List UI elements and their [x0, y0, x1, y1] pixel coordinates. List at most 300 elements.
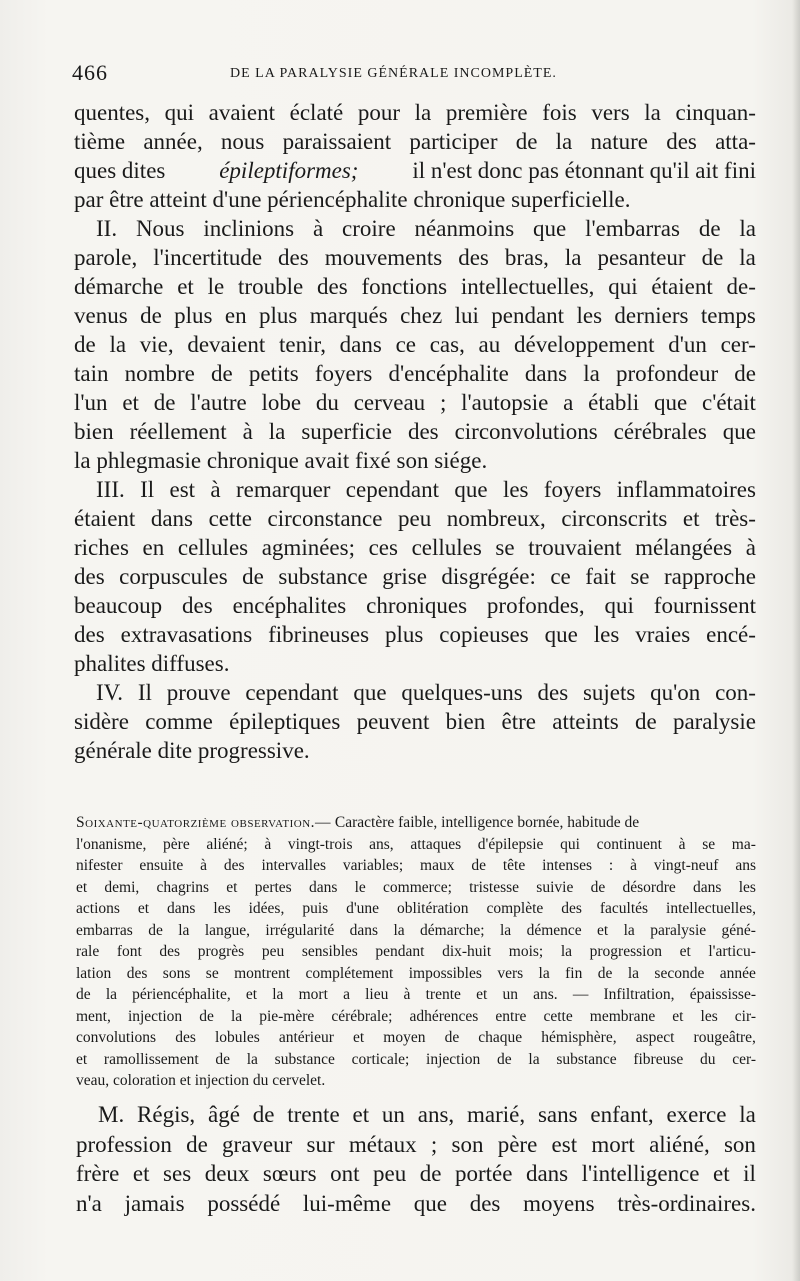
word: cir-: [734, 1007, 756, 1025]
word: à: [242, 419, 253, 444]
word: parole,: [74, 245, 138, 270]
text-line: [74, 388, 756, 417]
word: dans: [349, 921, 379, 939]
word: nombre: [124, 361, 195, 386]
word: lui-même: [302, 1190, 392, 1216]
word: établi: [588, 390, 640, 415]
word: :: [608, 857, 614, 874]
word: de: [215, 1050, 230, 1068]
word: la: [564, 245, 582, 270]
word: de: [140, 303, 162, 328]
word: qu'on: [650, 680, 701, 705]
word: la: [627, 964, 639, 982]
word: quentes,: [74, 100, 151, 125]
word: des: [561, 900, 582, 917]
word: les: [738, 878, 756, 896]
word: fournissent: [653, 593, 756, 618]
main-text: [74, 98, 756, 765]
word: que: [353, 680, 387, 705]
word: pendant: [491, 303, 565, 328]
word: seconde: [654, 964, 705, 982]
word: nous: [220, 129, 265, 154]
word: les: [502, 477, 529, 502]
text-run: il n'est donc pas étonnant qu'il ait fini: [412, 158, 756, 183]
word: et: [352, 1102, 370, 1127]
word: rale: [76, 943, 100, 960]
word: chaque: [478, 1029, 523, 1046]
word: venus: [74, 303, 128, 328]
word: que: [454, 477, 488, 502]
word: fois: [542, 100, 577, 125]
word: les: [576, 303, 603, 328]
word: lui: [454, 303, 479, 328]
word: facultés: [599, 900, 649, 917]
text-line: [76, 1100, 756, 1130]
word: que: [413, 1190, 447, 1216]
word: de: [153, 390, 176, 415]
word: trente: [425, 986, 461, 1003]
word: que: [653, 390, 688, 415]
word: tête: [502, 857, 526, 874]
word: agminées;: [261, 535, 355, 560]
word: la: [528, 1050, 540, 1068]
word: nifester: [76, 857, 123, 874]
word: intervalles: [261, 857, 327, 874]
word: l'intelligence: [581, 1161, 700, 1186]
word: première: [445, 100, 528, 125]
word: chagrins: [156, 878, 210, 896]
text-line: [76, 1159, 756, 1189]
word: complète: [486, 900, 544, 917]
word: tristesse: [469, 878, 520, 896]
observation-summary: [76, 812, 756, 1092]
word: fonctions: [361, 274, 448, 299]
word: sidère: [74, 709, 129, 734]
word: lieu: [365, 986, 389, 1003]
word: tième: [74, 129, 126, 154]
word: la: [583, 361, 600, 386]
word: de: [597, 964, 613, 982]
text-line: [74, 591, 756, 620]
word: ans,: [369, 835, 394, 853]
word: peu: [261, 943, 285, 960]
word: qui: [604, 593, 634, 618]
word: vraies: [635, 622, 691, 647]
note-line: [76, 812, 756, 834]
word: la: [644, 100, 661, 125]
word: exerce: [666, 1102, 727, 1127]
word: de: [734, 361, 756, 386]
word: dans: [167, 900, 196, 917]
word: des: [223, 857, 245, 874]
word: ;: [430, 1131, 438, 1157]
word: attaques: [410, 835, 462, 853]
word: et: [353, 1029, 365, 1046]
word: atta-: [715, 129, 756, 154]
word: la: [105, 986, 117, 1003]
word: Régis,: [137, 1102, 196, 1127]
word: comme: [145, 709, 213, 734]
word: enfant,: [590, 1102, 654, 1127]
word: se: [702, 835, 716, 853]
word: la: [499, 921, 512, 939]
word: son: [451, 1131, 484, 1157]
word: et: [132, 1161, 150, 1186]
text-line: [74, 214, 756, 243]
word: vers: [497, 964, 524, 982]
word: Nous: [135, 216, 185, 241]
word: aspect: [635, 1029, 675, 1046]
word: et: [76, 1050, 88, 1068]
note-line: [76, 855, 756, 877]
word: entre: [495, 1007, 527, 1025]
word: de: [471, 857, 486, 874]
word: l'onanisme,: [76, 835, 147, 853]
word: profondes,: [486, 593, 585, 618]
word: cellules: [411, 535, 482, 560]
word: sons: [162, 964, 191, 982]
word: ans: [735, 857, 756, 874]
word: se: [630, 564, 650, 589]
text-line: [74, 156, 756, 185]
text-run: Caractère faible, intelligence bornée, habitude de: [331, 814, 640, 831]
word: remarquer: [235, 477, 331, 502]
word: fait: [585, 564, 616, 589]
word: montrent: [234, 964, 291, 982]
text-line: phalites diffuses.: [74, 651, 230, 676]
word: adhérences: [409, 1007, 479, 1025]
word: que: [544, 622, 578, 647]
word: étaient: [651, 274, 713, 299]
word: à: [630, 857, 637, 874]
word: la: [246, 1050, 258, 1068]
text-line: [74, 272, 756, 301]
word: corticale;: [351, 1050, 410, 1068]
text-line: [76, 1130, 756, 1160]
word: membrane: [589, 1007, 656, 1025]
word: père: [497, 1131, 538, 1157]
word: cas,: [429, 332, 465, 357]
word: encéphalites: [232, 593, 347, 618]
word: dans: [525, 1161, 569, 1186]
word: mélangées: [635, 535, 733, 560]
word: ramollissement: [103, 1050, 199, 1068]
word: cérébrales: [613, 419, 707, 444]
word: des: [458, 245, 489, 270]
word: l'incertitude: [153, 245, 263, 270]
word: à: [678, 835, 686, 853]
word: fibreuse: [633, 1050, 684, 1068]
word: pie-mère: [259, 1007, 315, 1025]
word: des: [469, 1190, 501, 1216]
word: d'un: [668, 332, 707, 357]
word: néanmoins: [414, 216, 515, 241]
text-line: [74, 562, 756, 591]
word: de: [199, 1007, 214, 1025]
word: la: [230, 1007, 243, 1025]
word: père: [163, 835, 190, 853]
word: ses: [163, 1161, 192, 1186]
word: lobe: [261, 390, 302, 415]
note-line: [76, 1027, 756, 1049]
word: intellectuelles,: [460, 274, 595, 299]
italic-term: épileptiformes;: [219, 158, 359, 183]
word: est: [551, 1131, 578, 1157]
word: cer-: [732, 1050, 756, 1068]
word: et: [76, 878, 88, 896]
note-line: [76, 963, 756, 985]
word: cellules: [177, 535, 249, 560]
note-line: [76, 984, 756, 1006]
word: ans,: [417, 1102, 455, 1127]
word: fin: [565, 964, 583, 982]
word: les: [213, 900, 231, 917]
word: circonscrits: [561, 506, 668, 531]
word: fibrineuses: [268, 622, 370, 647]
text-line: [74, 417, 756, 446]
word: à: [200, 857, 208, 874]
word: la: [538, 964, 550, 982]
note-line: veau, coloration et injection du cervelet.: [76, 1072, 326, 1089]
word: des: [182, 593, 213, 618]
word: et: [597, 921, 609, 939]
word: superficie: [301, 419, 392, 444]
word: avaient: [208, 100, 276, 125]
text-line: [74, 301, 756, 330]
word: peuvent: [356, 709, 430, 734]
text-line: [74, 707, 756, 736]
word: marqués: [309, 303, 388, 328]
text-line: [74, 678, 756, 707]
word: ces: [368, 535, 398, 560]
word: font: [116, 943, 142, 960]
word: IV.: [96, 680, 124, 705]
word: ment,: [76, 1007, 111, 1025]
word: injection: [426, 1050, 481, 1068]
word: géné-: [721, 921, 756, 939]
word: dans: [524, 361, 568, 386]
word: convolutions: [76, 1029, 157, 1046]
note-line: [76, 1006, 756, 1028]
word: moyens: [523, 1190, 595, 1216]
word: vie,: [139, 332, 174, 357]
word: et: [177, 274, 194, 299]
word: les: [593, 622, 620, 647]
word: substance: [274, 1050, 335, 1068]
word: a: [343, 986, 350, 1003]
word: n'a: [76, 1190, 102, 1216]
word: plus: [174, 303, 213, 328]
text-line: [74, 330, 756, 359]
word: idées,: [248, 900, 285, 917]
word: un: [502, 986, 518, 1003]
word: réellement: [129, 419, 227, 444]
word: des: [407, 419, 439, 444]
word: frère: [76, 1161, 120, 1186]
word: pertes: [254, 878, 292, 896]
word: complétement: [305, 964, 394, 982]
word: et: [137, 900, 150, 917]
word: sujets: [582, 680, 636, 705]
word: démence: [526, 921, 582, 939]
word: riches: [74, 535, 129, 560]
word: dans: [308, 878, 338, 896]
word: démarche;: [420, 921, 485, 939]
word: de: [419, 1161, 442, 1186]
word: quelques-uns: [401, 680, 523, 705]
word: des: [74, 564, 105, 589]
text-line: la phlegmasie chronique avait fixé son siége.: [74, 448, 488, 473]
word: épileptiques: [229, 709, 341, 734]
word: participer: [409, 129, 498, 154]
word: bien: [445, 709, 486, 734]
word: de: [698, 216, 721, 241]
word: des: [278, 245, 309, 270]
word: —: [572, 986, 589, 1003]
word: copieuses: [439, 622, 529, 647]
word: cinquan-: [675, 100, 756, 125]
word: la: [739, 1102, 756, 1127]
word: vingt-trois: [287, 835, 353, 853]
text-line: [76, 1189, 756, 1219]
word: à: [745, 535, 756, 560]
word: langue,: [204, 921, 251, 939]
word: et: [682, 506, 700, 531]
word: progression: [589, 943, 662, 960]
word: injection: [127, 1007, 183, 1025]
word: commerce;: [383, 878, 452, 896]
text-line: [74, 243, 756, 272]
note-line: [76, 941, 756, 963]
text-run: ques dites: [74, 158, 166, 183]
word: continuent: [596, 835, 662, 853]
word: cer-: [720, 332, 756, 357]
word: dans: [339, 332, 382, 357]
word: foyers: [543, 477, 602, 502]
word: de: [252, 1102, 275, 1127]
word: l'articu-: [708, 943, 756, 960]
word: désordre: [622, 878, 676, 896]
word: son: [723, 1131, 756, 1157]
word: nombreux,: [446, 506, 546, 531]
word: antérieur: [278, 1029, 334, 1046]
word: le: [354, 878, 366, 896]
word: qui: [608, 274, 638, 299]
word: de: [515, 129, 538, 154]
word: cérébrale;: [331, 1007, 393, 1025]
word: jamais: [124, 1190, 185, 1216]
word: très-: [715, 506, 756, 531]
word: de: [148, 921, 163, 939]
note-line: [76, 898, 756, 920]
word: encé-: [706, 622, 756, 647]
word: ce: [550, 564, 571, 589]
word: cependant: [245, 680, 339, 705]
word: de: [634, 709, 657, 734]
word: de: [590, 878, 606, 896]
word: des: [74, 622, 105, 647]
word: aliéné,: [649, 1131, 710, 1157]
word: Il: [137, 680, 152, 705]
word: de: [701, 245, 724, 270]
word: rapproche: [663, 564, 756, 589]
word: trouvaient: [528, 535, 622, 560]
word: dix-huit: [442, 943, 492, 960]
word: des: [537, 680, 569, 705]
word: de: [186, 1131, 208, 1157]
word: possédé: [207, 1190, 281, 1216]
text-line: générale dite progressive.: [74, 738, 310, 763]
word: de: [74, 332, 96, 357]
word: circonstance: [267, 506, 383, 531]
word: la: [109, 332, 127, 357]
word: d'épilepsie: [477, 835, 544, 853]
word: tenir,: [278, 332, 326, 357]
word: intenses: [542, 857, 593, 874]
word: peu: [398, 506, 432, 531]
text-line: [74, 359, 756, 388]
word: profession: [76, 1131, 172, 1157]
text-line: [74, 620, 756, 649]
word: qui: [560, 835, 580, 853]
word: à: [264, 835, 272, 853]
word: à: [312, 216, 324, 241]
word: et: [476, 986, 488, 1003]
word: tain: [74, 361, 109, 386]
word: a: [563, 390, 574, 415]
page-number: 466: [72, 60, 108, 85]
word: du: [315, 390, 339, 415]
word: corpuscules: [119, 564, 228, 589]
word: métaux: [348, 1131, 417, 1157]
text-line: [74, 533, 756, 562]
word: impossibles: [408, 964, 482, 982]
word: de: [211, 361, 233, 386]
word: plus: [259, 303, 298, 328]
word: la: [739, 216, 756, 241]
word: moyen: [383, 1029, 426, 1046]
word: dans: [693, 878, 722, 896]
note-line: [76, 877, 756, 899]
word: très-ordinaires.: [617, 1190, 756, 1216]
word: être: [501, 709, 536, 734]
text-line: [74, 127, 756, 156]
word: les: [700, 1007, 718, 1025]
word: des: [126, 964, 148, 982]
word: l'autopsie: [461, 390, 549, 415]
word: prouve: [166, 680, 231, 705]
word: beaucoup: [74, 593, 163, 618]
word: et: [679, 943, 691, 960]
word: en: [224, 303, 247, 328]
word: demi,: [104, 878, 140, 896]
word: devaient: [187, 332, 266, 357]
word: ont: [330, 1161, 360, 1186]
word: cerveau: [353, 390, 426, 415]
word: mort: [591, 1131, 635, 1157]
word: II.: [96, 216, 118, 241]
word: Il: [140, 477, 155, 502]
word: et: [713, 1161, 730, 1186]
word: des: [666, 129, 697, 154]
word: croire: [342, 216, 396, 241]
text-line: [74, 98, 756, 127]
word: chez: [400, 303, 443, 328]
word: cette: [208, 506, 252, 531]
word: vers: [591, 100, 630, 125]
word: Infiltration,: [603, 986, 675, 1003]
word: de-: [726, 274, 756, 299]
